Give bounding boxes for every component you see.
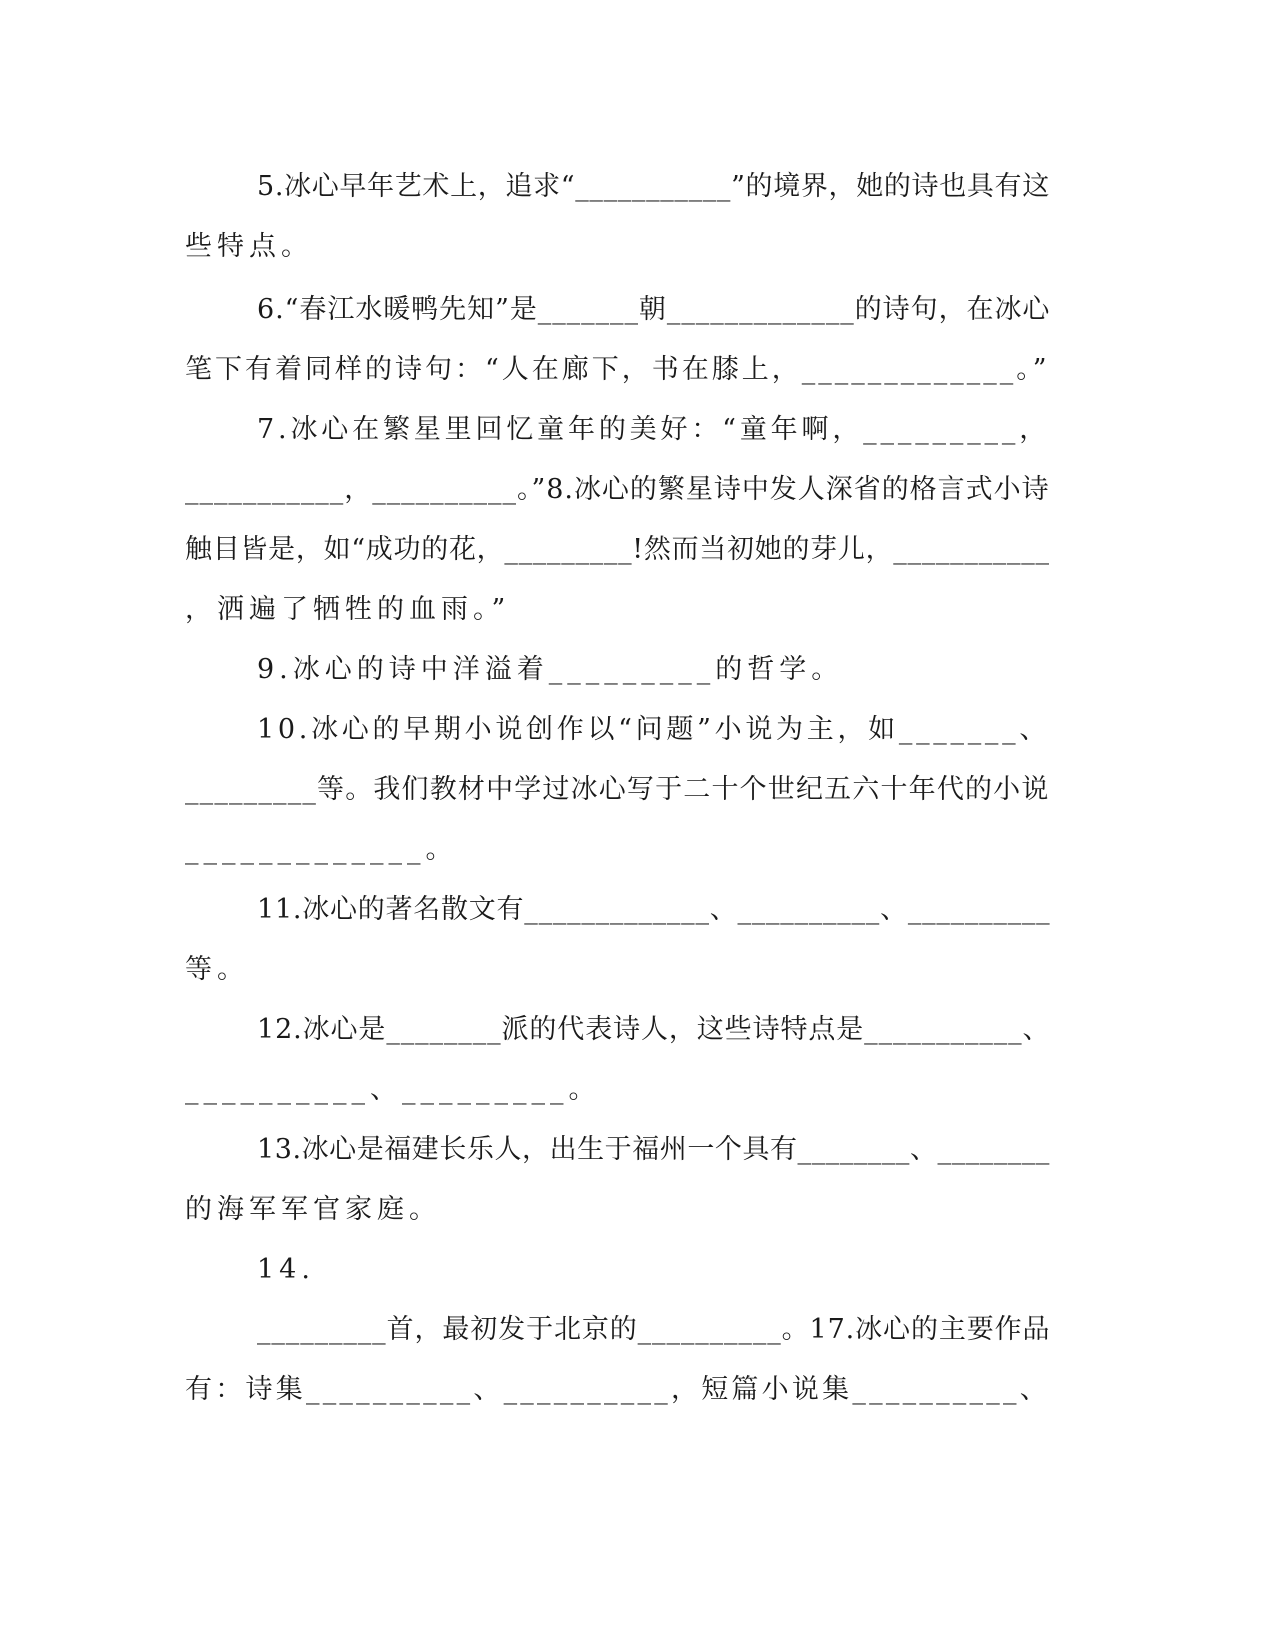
text-line: 9.冰心的诗中洋溢着_________的哲学。 xyxy=(257,654,844,685)
text-line: 14. xyxy=(257,1254,315,1285)
text-line: 10.冰心的早期小说创作以“问题”小说为主，如_______、 xyxy=(257,714,1051,745)
text-line: ___________，__________。”8.冰心的繁星诗中发人深省的格言式小诗 xyxy=(185,474,1050,505)
text-line: 些特点。 xyxy=(185,231,313,262)
text-line: __________、_________。 xyxy=(185,1074,601,1105)
text-line: 等。 xyxy=(185,954,249,985)
text-line: 13.冰心是福建长乐人，出生于福州一个具有________、________ xyxy=(257,1134,1050,1165)
text-line: 的海军军官家庭。 xyxy=(185,1194,441,1225)
text-line: 6.“春江水暖鸭先知”是_______朝_____________的诗句，在冰心 xyxy=(257,294,1051,325)
text-line: 11.冰心的著名散文有_____________、__________、__________ xyxy=(257,894,1051,925)
text-line: 12.冰心是________派的代表诗人，这些诗特点是___________、 xyxy=(257,1014,1051,1045)
text-line: ，洒遍了牺牲的血雨。” xyxy=(185,594,511,625)
text-line: 触目皆是，如“成功的花，_________!然而当初她的芽儿，___________ xyxy=(185,534,1050,565)
text-line: _____________。 xyxy=(185,834,458,865)
text-line: 笔下有着同样的诗句：“人在廊下，书在膝上，_____________。” xyxy=(185,354,1050,385)
text-line: _________等。我们教材中学过冰心写于二十个世纪五六十年代的小说 xyxy=(185,774,1050,805)
text-line: 有：诗集__________、__________，短篇小说集__________、 xyxy=(185,1374,1050,1405)
text-line: _________首，最初发于北京的__________。17.冰心的主要作品 xyxy=(257,1314,1051,1345)
text-line: 7.冰心在繁星里回忆童年的美好：“童年啊，_________， xyxy=(257,414,1051,445)
text-line: 5.冰心早年艺术上，追求“___________”的境界，她的诗也具有这 xyxy=(257,171,1050,202)
